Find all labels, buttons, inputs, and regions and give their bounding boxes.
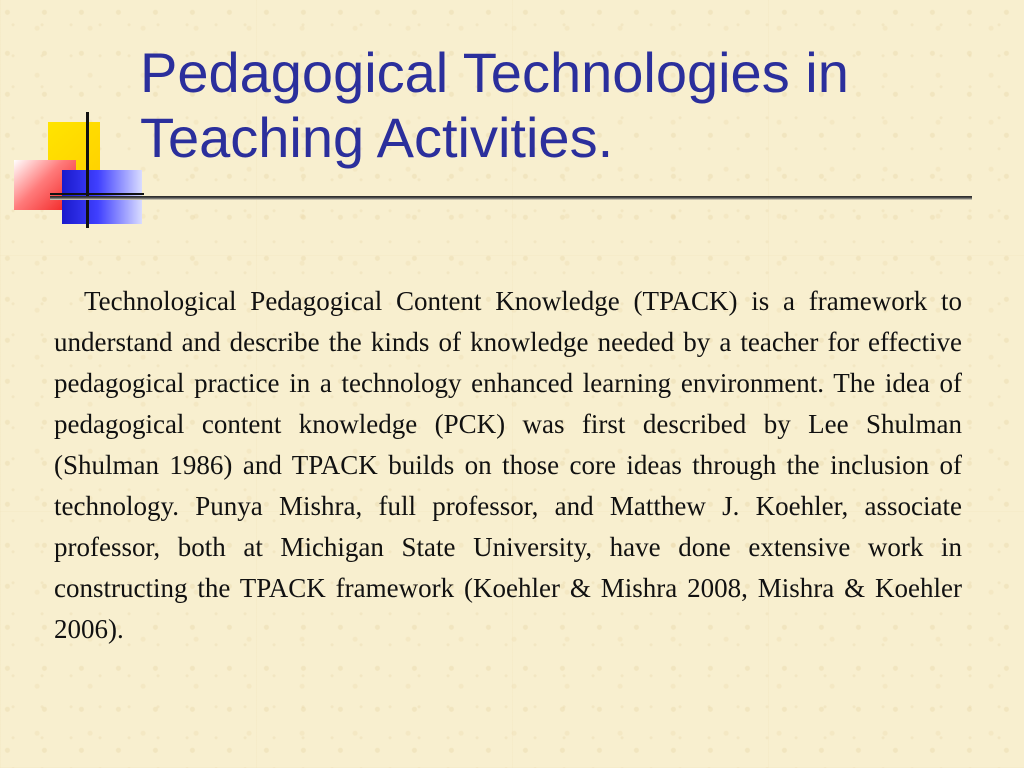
slide-body-paragraph: Technological Pedagogical Content Knowledge (TPACK) is a framework to understand and describe the kinds of knowledge needed by a teacher for effective pedagogical practice in a technology enhanced learning environment. The idea of pedagogical content knowledge (PCK) was first described by Lee Shulman (Shulman 1986) and TPACK builds on those core ideas through the inclusion of technology. Punya Mishra, full professor, and Matthew J. Koehler, associate professor, both at Michigan State University, have done extensive work in constructing the TPACK framework (Koehler & Mishra 2008, Mishra & Koehler 2006). (54, 286, 962, 644)
slide-title: Pedagogical Technologies in Teaching Activities. (140, 41, 849, 169)
vertical-line-decoration (86, 112, 89, 228)
title-divider (50, 196, 972, 200)
horizontal-line-decoration (50, 193, 144, 195)
